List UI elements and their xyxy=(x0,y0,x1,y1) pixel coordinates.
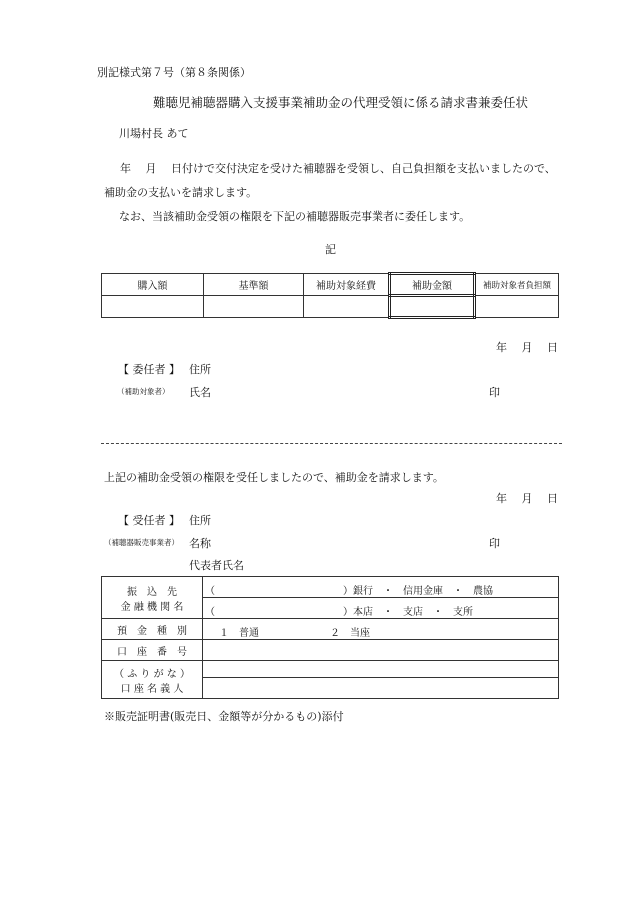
subsidy-amount-cell[interactable] xyxy=(390,296,475,318)
bank-name-cell[interactable] xyxy=(203,577,559,598)
delegator-label: 【 委任者 】 xyxy=(118,363,180,376)
holder-name-cell[interactable] xyxy=(203,678,559,699)
account-number-cell[interactable] xyxy=(203,640,559,661)
standard-amount-cell[interactable] xyxy=(204,296,304,318)
branch-name-cell[interactable] xyxy=(203,598,559,619)
account-number-label: 口 座 番 号 xyxy=(102,640,203,661)
delegate-label: 【 受任者 】 xyxy=(118,514,180,527)
header-subsidy-amount: 補助金額 xyxy=(390,274,475,296)
furigana-row xyxy=(102,661,559,678)
furigana-label: （ ふ り が な ） xyxy=(114,668,190,680)
amount-header-row xyxy=(102,274,559,296)
body-line-3: なお、当該補助金受領の権限を下記の補聴器販売事業者に委任します。 xyxy=(119,210,471,223)
bank-row2-open-paren: （ xyxy=(205,607,215,618)
deposit-option-ordinary[interactable]: １ 普通 xyxy=(219,628,259,639)
holder-label-cell xyxy=(102,661,203,699)
deposit-row xyxy=(102,619,559,640)
delegator-sub: （補助対象者） xyxy=(117,387,170,396)
form-number: 別記様式第７号（第８条関係） xyxy=(97,66,251,79)
footnote: ※販売証明書(販売日、金額等が分かるもの)添付 xyxy=(104,710,344,723)
branch-type-options: ）本店 ・ 支店 ・ 支所 xyxy=(343,607,473,618)
addressee: 川場村長 あて xyxy=(119,127,189,140)
furigana-cell[interactable] xyxy=(203,661,559,678)
bank-row-1 xyxy=(102,577,559,598)
bank-type-options: ）銀行 ・ 信用金庫 ・ 農協 xyxy=(343,586,493,597)
account-number-row xyxy=(102,640,559,661)
self-burden-cell[interactable] xyxy=(475,296,559,318)
bank-label-line-2: 金 融 機 関 名 xyxy=(120,601,184,613)
delegate-seal: 印 xyxy=(489,537,500,550)
purchase-amount-cell[interactable] xyxy=(102,296,204,318)
document-title: 難聴児補聴器購入支援事業補助金の代理受領に係る請求書兼委任状 xyxy=(153,95,529,110)
eligible-expense-cell[interactable] xyxy=(304,296,390,318)
bank-table xyxy=(101,576,559,699)
amount-value-row xyxy=(102,296,559,318)
delegate-sub: （補聴器販売事業者） xyxy=(104,538,179,547)
header-purchase-amount: 購入額 xyxy=(102,274,204,296)
header-eligible-expense: 補助対象経費 xyxy=(304,274,390,296)
delegator-seal: 印 xyxy=(489,386,500,399)
deposit-option-checking[interactable]: ２ 当座 xyxy=(330,628,370,639)
deposit-type-cell[interactable] xyxy=(203,619,559,640)
date-line-2: 年 月 日 xyxy=(496,492,558,505)
delegate-address-label: 住所 xyxy=(189,514,211,527)
delegator-name-label: 氏名 xyxy=(189,386,211,399)
date-line-1: 年 月 日 xyxy=(496,341,558,354)
deposit-type-label: 預 金 種 別 xyxy=(102,619,203,640)
header-self-burden: 補助対象者負担額 xyxy=(475,274,559,296)
divider-dashed xyxy=(101,443,562,444)
holder-label: 口 座 名 義 人 xyxy=(120,683,184,695)
body-line-1: 年 月 日付けで交付決定を受けた補聴器を受領し、自己負担額を支払いましたので、 xyxy=(120,162,556,175)
delegate-rep-label: 代表者氏名 xyxy=(189,559,244,572)
bank-label-line-1: 振 込 先 xyxy=(127,586,177,598)
body-line-2: 補助金の支払いを請求します。 xyxy=(104,186,258,199)
amount-table xyxy=(101,272,559,319)
bank-row1-open-paren: （ xyxy=(205,586,215,597)
ki-label: 記 xyxy=(325,243,336,256)
delegator-address-label: 住所 xyxy=(189,363,211,376)
receipt-text: 上記の補助金受領の権限を受任しましたので、補助金を請求します。 xyxy=(104,471,444,484)
header-standard-amount: 基準額 xyxy=(204,274,304,296)
bank-name-label-cell xyxy=(102,577,203,619)
delegate-name-label: 名称 xyxy=(189,537,211,550)
